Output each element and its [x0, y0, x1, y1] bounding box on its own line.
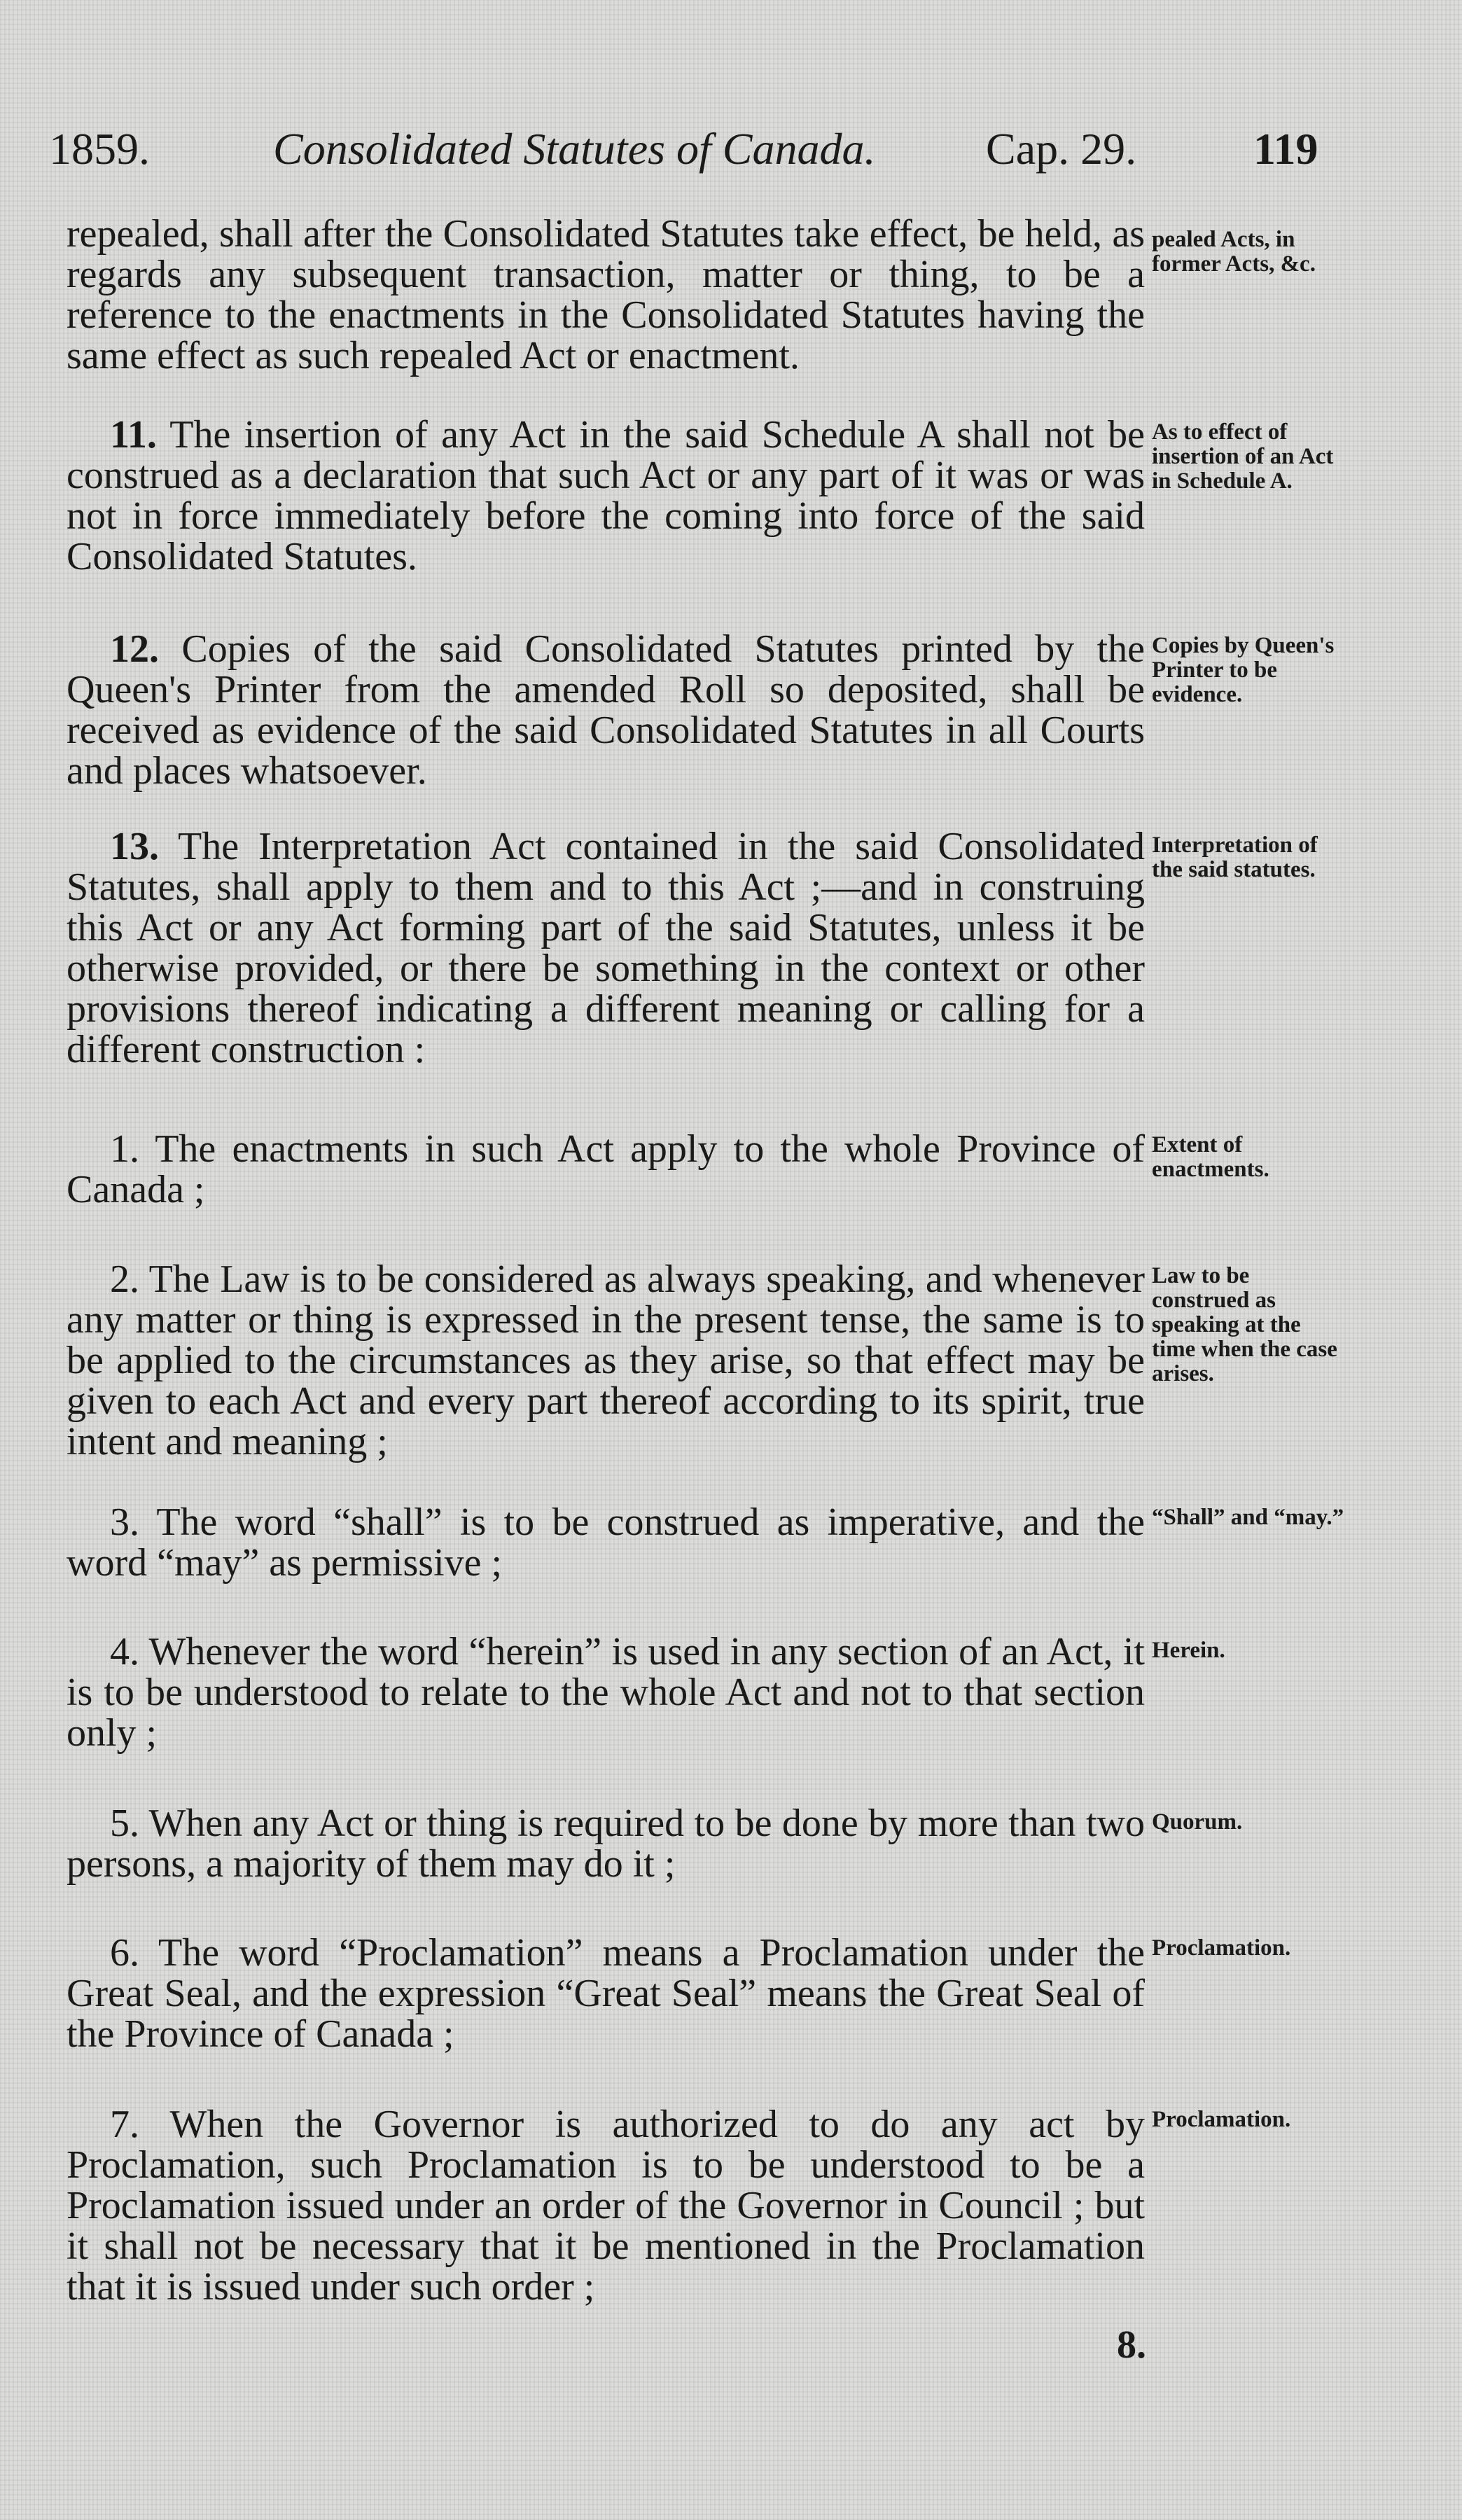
margin-note: Herein.: [1152, 1638, 1225, 1663]
paragraph-text: repealed, shall after the Consolidated Statutes take effect, be held, as regards any subsequent transaction, matter or thing, to be a reference to the enactments in the Consolidated Statutes having the same effect as such repealed Act or enactment.: [67, 212, 1145, 377]
paragraph-text: The Interpretation Act contained in the said Consolidated Statutes, shall apply to them and to this Act ;—and in construing this Act or any Act forming part of the said Statutes, unless it be otherwise provided, or there be something in the context or other provisions thereof indicating a different meaning or calling for a different construction :: [67, 825, 1145, 1071]
margin-note: As to effect of insertion of an Act in Schedule A.: [1152, 419, 1334, 494]
header-title: Consolidated Statutes of Canada.: [273, 124, 876, 174]
item-number: 5.: [110, 1802, 139, 1845]
margin-note: “Shall” and “may.”: [1152, 1505, 1344, 1530]
paragraph-text: The Law is to be considered as always speaking, and whenever any matter or thing is expressed in the present tense, the same is to be applied to the circumstances as they arise, so that effect may be given to each Act and every part thereof according to its spirit, true intent and meaning ;: [67, 1258, 1145, 1463]
paragraph-text: The insertion of any Act in the said Schedule A shall not be construed as a declaration that such Act or any part of it was or was not in force immediately before the coming into force of the said Consolidated Statutes.: [67, 413, 1145, 578]
margin-note: pealed Acts, in former Acts, &c.: [1152, 227, 1316, 277]
item-number: 1.: [110, 1127, 139, 1171]
item-4: [67, 1631, 1145, 1753]
item-2: [67, 1259, 1145, 1462]
paragraph-text: The word “Proclamation” means a Proclamation under the Great Seal, and the expression “Great Seal” means the Great Seal of the Province of Canada ;: [67, 1931, 1145, 2056]
paragraph-text: The word “shall” is to be construed as imperative, and the word “may” as permissive ;: [67, 1501, 1145, 1585]
section-12: [67, 629, 1145, 791]
item-number: 7.: [110, 2103, 139, 2146]
section-number: 12.: [110, 627, 159, 671]
item-6: [67, 1933, 1145, 2054]
page-number: 119: [1253, 124, 1318, 174]
item-number: 3.: [110, 1501, 139, 1544]
running-header: [0, 118, 1462, 181]
paragraph-text: When any Act or thing is required to be done by more than two persons, a majority of them may do it ;: [67, 1802, 1145, 1886]
margin-note: Proclamation.: [1152, 1935, 1291, 1961]
item-number: 6.: [110, 1931, 139, 1975]
paragraph-text: Copies of the said Consolidated Statutes printed by the Queen's Printer from the amended Roll so deposited, shall be received as evidence of the said Consolidated Statutes in all Courts and places whatsoever.: [67, 627, 1146, 793]
item-7: [67, 2104, 1145, 2307]
item-1: [67, 1129, 1145, 1210]
margin-note: Quorum.: [1152, 1809, 1243, 1835]
header-year: 1859.: [49, 124, 150, 174]
margin-note: Proclamation.: [1152, 2107, 1291, 2132]
section-11: [67, 415, 1145, 577]
catchword: 8.: [1117, 2323, 1146, 2367]
section-number: 13.: [110, 825, 159, 868]
paragraph-continuation: [67, 214, 1145, 376]
section-13: [67, 826, 1145, 1070]
item-3: [67, 1502, 1145, 1583]
margin-note: Extent of enactments.: [1152, 1132, 1269, 1182]
paragraph-text: The enactments in such Act apply to the whole Province of Canada ;: [67, 1127, 1145, 1211]
paragraph-text: When the Governor is authorized to do any act by Proclamation, such Proclamation is to be understood to be a Proclamation issued under an order of the Governor in Council ; but it shall not be necessary that it be mentioned in the Proclamation that it is issued under such order ;: [67, 2103, 1145, 2309]
margin-note: Interpretation of the said statutes.: [1152, 833, 1318, 882]
item-number: 4.: [110, 1630, 139, 1673]
item-5: [67, 1803, 1145, 1884]
margin-note: Copies by Queen's Printer to be evidence.: [1152, 633, 1335, 707]
item-number: 2.: [110, 1258, 139, 1301]
section-number: 11.: [110, 413, 157, 457]
header-chapter: Cap. 29.: [986, 124, 1137, 174]
paragraph-text: Whenever the word “herein” is used in any section of an Act, it is to be understood to relate to the whole Act and not to that section only ;: [67, 1630, 1145, 1755]
margin-note: Law to be construed as speaking at the time when the case arises.: [1152, 1263, 1337, 1386]
